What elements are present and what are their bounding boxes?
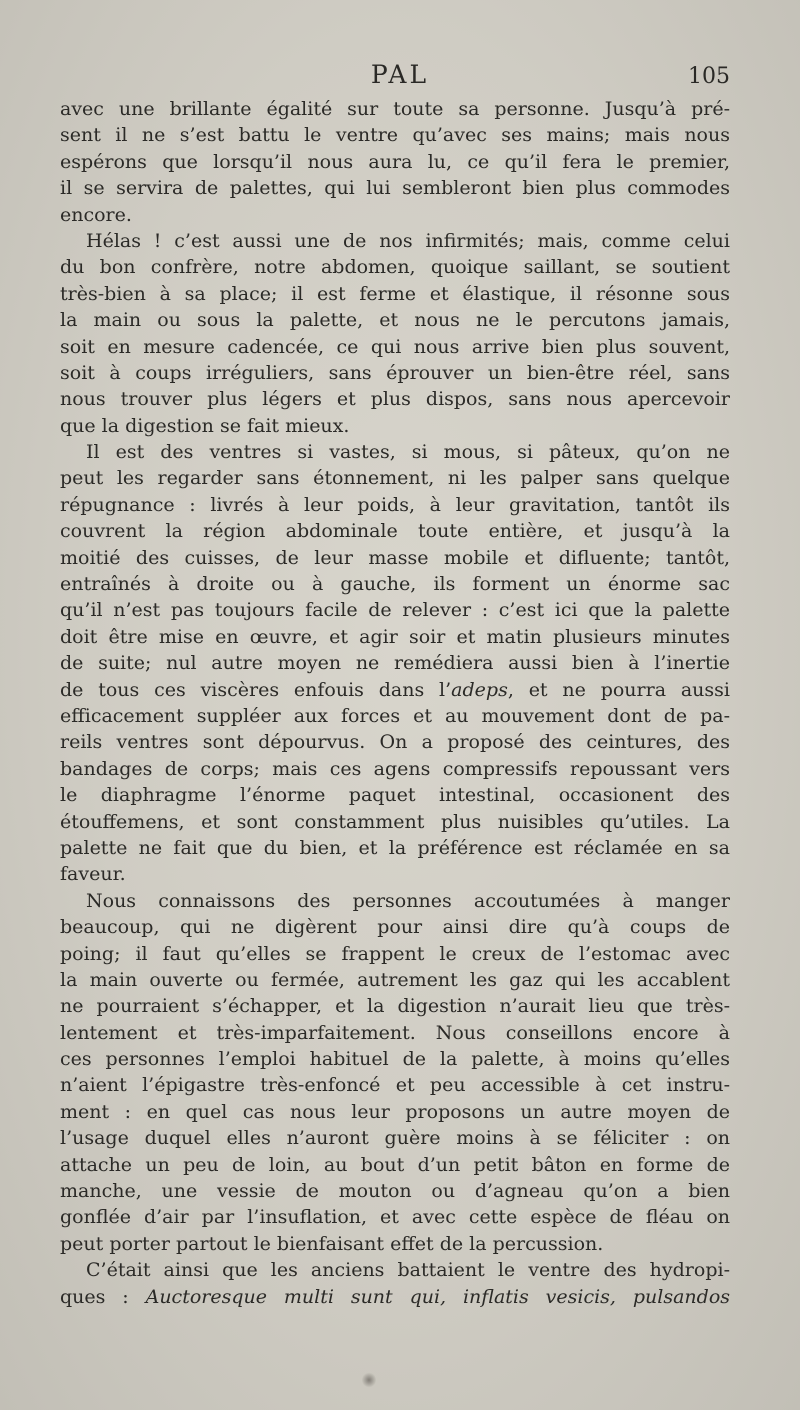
text-line: il se servira de palettes, qui lui sembleront bien plus commodes — [60, 177, 730, 200]
text-line: doit être mise en œuvre, et agir soir et matin plusieurs minutes — [60, 625, 730, 648]
text-line: soit à coups irréguliers, sans éprouver un bien-être réel, sans — [60, 361, 730, 384]
text-line: Nous connaissons des personnes accoutumées à manger — [86, 889, 730, 912]
text-line: moitié des cuisses, de leur masse mobile et difluente; tantôt, — [60, 546, 730, 569]
text-line: ques : Auctoresque multi sunt qui, inflatis vesicis, pulsandos — [60, 1285, 731, 1308]
ink-stain — [362, 1372, 376, 1388]
text-line: encore. — [60, 203, 132, 226]
text-line: la main ou sous la palette, et nous ne le percutons jamais, — [60, 309, 730, 332]
text-line: peut les regarder sans étonnement, ni les palper sans quelque — [60, 467, 730, 490]
text-line: couvrent la région abdominale toute entière, et jusqu’à la — [60, 520, 730, 543]
italic-term: Auctoresque multi sunt qui, inflatis vesicis, pulsandos — [145, 1285, 731, 1308]
text-line: bandages de corps; mais ces agens compressifs repoussant vers — [60, 757, 730, 780]
text-line: ces personnes l’emploi habituel de la palette, à moins qu’elles — [60, 1048, 730, 1071]
text-line: de suite; nul autre moyen ne remédiera aussi bien à l’inertie — [60, 652, 730, 675]
text-line: poing; il faut qu’elles se frappent le creux de l’estomac avec — [60, 942, 730, 965]
paragraph — [60, 96, 730, 228]
text-line: beaucoup, qui ne digèrent pour ainsi dire qu’à coups de — [60, 916, 730, 939]
page-number: 105 — [688, 64, 730, 89]
text-line: étouffemens, et sont constamment plus nuisibles qu’utiles. La — [60, 810, 730, 833]
text-line: gonflée d’air par l’insuflation, et avec cette espèce de fléau on — [60, 1206, 730, 1229]
text-line: attache un peu de loin, au bout d’un petit bâton en forme de — [60, 1153, 730, 1176]
text-line: Hélas ! c’est aussi une de nos infirmités; mais, comme celui — [86, 229, 730, 252]
text-line: le diaphragme l’énorme paquet intestinal, occasionent des — [60, 784, 730, 807]
paragraph — [60, 1257, 730, 1310]
italic-term: adeps — [451, 678, 508, 701]
text-line: n’aient l’épigastre très-enfoncé et peu accessible à cet instru- — [60, 1074, 730, 1097]
running-head: PAL — [370, 60, 430, 89]
text-line: du bon confrère, notre abdomen, quoique saillant, se soutient — [60, 256, 730, 279]
text-line: sent il ne s’est battu le ventre qu’avec ses mains; mais nous — [60, 124, 730, 147]
text-line: lentement et très-imparfaitement. Nous conseillons encore à — [60, 1021, 730, 1044]
text-line: manche, une vessie de mouton ou d’agneau qu’on a bien — [60, 1180, 730, 1203]
paragraph — [60, 228, 730, 439]
body-text — [60, 96, 730, 1310]
text-line: nous trouver plus légers et plus dispos, sans nous apercevoir — [60, 388, 730, 411]
text-line: efficacement suppléer aux forces et au mouvement dont de pa- — [60, 704, 730, 727]
text-line: très-bien à sa place; il est ferme et élastique, il résonne sous — [60, 282, 730, 305]
text-line: de tous ces viscères enfouis dans l’adeps, et ne pourra aussi — [60, 678, 730, 701]
text-line: entraînés à droite ou à gauche, ils forment un énorme sac — [60, 573, 730, 596]
text-line: faveur. — [60, 863, 126, 886]
text-line: qu’il n’est pas toujours facile de relever : c’est ici que la palette — [60, 599, 730, 622]
text-line: reils ventres sont dépourvus. On a proposé des ceintures, des — [60, 731, 730, 754]
text-line: peut porter partout le bienfaisant effet de la percussion. — [60, 1232, 604, 1255]
paragraph — [60, 888, 730, 1257]
text-line: espérons que lorsqu’il nous aura lu, ce qu’il fera le premier, — [60, 150, 730, 173]
text-line: ne pourraient s’échapper, et la digestion n’aurait lieu que très- — [60, 995, 730, 1018]
text-line: la main ouverte ou fermée, autrement les gaz qui les accablent — [60, 968, 730, 991]
page-header — [0, 58, 800, 94]
text-line: palette ne fait que du bien, et la préférence est réclamée en sa — [60, 836, 730, 859]
text-line: ment : en quel cas nous leur proposons un autre moyen de — [60, 1100, 730, 1123]
text-line: avec une brillante égalité sur toute sa personne. Jusqu’à pré- — [60, 98, 730, 120]
paragraph — [60, 439, 730, 888]
text-line: C’était ainsi que les anciens battaient le ventre des hydropi- — [86, 1259, 730, 1282]
text-line: que la digestion se fait mieux. — [60, 414, 350, 437]
text-line: l’usage duquel elles n’auront guère moins à se féliciter : on — [60, 1127, 730, 1150]
text-line: répugnance : livrés à leur poids, à leur gravitation, tantôt ils — [60, 493, 730, 516]
text-line: soit en mesure cadencée, ce qui nous arrive bien plus souvent, — [60, 335, 730, 358]
text-line: Il est des ventres si vastes, si mous, si pâteux, qu’on ne — [86, 441, 730, 464]
